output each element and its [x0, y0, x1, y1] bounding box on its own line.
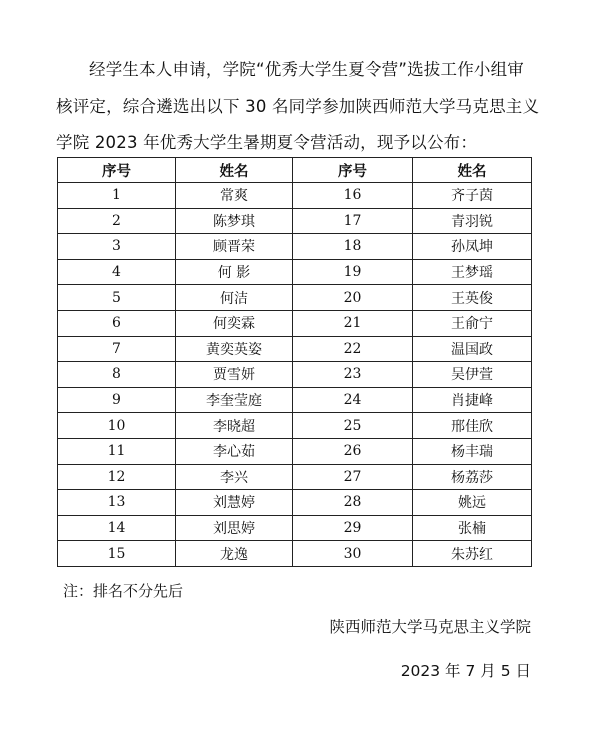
- index-right-cell: 25: [293, 413, 413, 439]
- name-right-cell: 齐子茵: [413, 183, 532, 209]
- index-right-cell: 19: [293, 259, 413, 285]
- note: 注：排名不分先后: [63, 582, 184, 600]
- index-left-cell: 10: [58, 413, 176, 439]
- index-left-cell: 5: [58, 285, 176, 311]
- table-row: [58, 413, 532, 439]
- issuing-organization: 陕西师范大学马克思主义学院: [329, 618, 531, 636]
- intro-line-2: 核评定，综合遴选出以下 30 名同学参加陕西师范大学马克思主义: [56, 97, 540, 116]
- index-left-cell: 9: [58, 387, 176, 413]
- index-left-cell: 3: [58, 234, 176, 260]
- header-name-right: 姓名: [413, 158, 532, 183]
- name-left-cell: 何 影: [176, 259, 293, 285]
- table-row: [58, 183, 532, 209]
- index-left-cell: 6: [58, 310, 176, 336]
- index-right-cell: 27: [293, 464, 413, 490]
- name-left-cell: 刘慧婷: [176, 490, 293, 516]
- table-header-row: [58, 158, 532, 183]
- index-left-cell: 15: [58, 541, 176, 567]
- table-row: [58, 541, 532, 567]
- table-row: [58, 234, 532, 260]
- name-left-cell: 李奎莹庭: [176, 387, 293, 413]
- header-index-right: 序号: [293, 158, 413, 183]
- table-row: [58, 438, 532, 464]
- index-right-cell: 26: [293, 438, 413, 464]
- index-right-cell: 21: [293, 310, 413, 336]
- name-left-cell: 陈梦琪: [176, 208, 293, 234]
- name-left-cell: 龙逸: [176, 541, 293, 567]
- index-right-cell: 20: [293, 285, 413, 311]
- name-left-cell: 李晓超: [176, 413, 293, 439]
- name-left-cell: 常爽: [176, 183, 293, 209]
- index-right-cell: 28: [293, 490, 413, 516]
- intro-line-3: 学院 2023 年优秀大学生暑期夏令营活动，现予以公布：: [56, 133, 478, 152]
- name-right-cell: 张楠: [413, 515, 532, 541]
- table-row: [58, 285, 532, 311]
- index-right-cell: 18: [293, 234, 413, 260]
- header-name-left: 姓名: [176, 158, 293, 183]
- index-right-cell: 17: [293, 208, 413, 234]
- name-left-cell: 顾晋荣: [176, 234, 293, 260]
- intro-line-1: [56, 51, 546, 88]
- index-right-cell: 29: [293, 515, 413, 541]
- name-right-cell: 王俞宁: [413, 310, 532, 336]
- table-row: [58, 387, 532, 413]
- name-left-cell: 李心茹: [176, 438, 293, 464]
- issue-date: 2023 年 7 月 5 日: [400, 662, 531, 680]
- index-left-cell: 4: [58, 259, 176, 285]
- index-right-cell: 23: [293, 362, 413, 388]
- index-left-cell: 14: [58, 515, 176, 541]
- name-left-cell: 贾雪妍: [176, 362, 293, 388]
- index-right-cell: 30: [293, 541, 413, 567]
- name-left-cell: 黄奕英姿: [176, 336, 293, 362]
- index-right-cell: 24: [293, 387, 413, 413]
- index-left-cell: 1: [58, 183, 176, 209]
- header-index-left: 序号: [58, 158, 176, 183]
- name-right-cell: 朱苏红: [413, 541, 532, 567]
- table-row: [58, 336, 532, 362]
- table-row: [58, 490, 532, 516]
- name-right-cell: 王梦瑶: [413, 259, 532, 285]
- index-right-cell: 22: [293, 336, 413, 362]
- name-right-cell: 邢佳欣: [413, 413, 532, 439]
- name-right-cell: 吴伊萱: [413, 362, 532, 388]
- name-right-cell: 温国政: [413, 336, 532, 362]
- table-row: [58, 310, 532, 336]
- student-list-table: [57, 157, 532, 567]
- name-right-cell: 青羽锐: [413, 208, 532, 234]
- name-left-cell: 李兴: [176, 464, 293, 490]
- index-left-cell: 11: [58, 438, 176, 464]
- index-left-cell: 8: [58, 362, 176, 388]
- name-right-cell: 姚远: [413, 490, 532, 516]
- index-left-cell: 13: [58, 490, 176, 516]
- intro-line-1-text: 经学生本人申请，学院“优秀大学生夏令营”选拔工作小组审: [89, 60, 524, 79]
- name-right-cell: 杨荔莎: [413, 464, 532, 490]
- index-left-cell: 12: [58, 464, 176, 490]
- table-row: [58, 464, 532, 490]
- table-row: [58, 515, 532, 541]
- name-left-cell: 何洁: [176, 285, 293, 311]
- name-right-cell: 孙凤坤: [413, 234, 532, 260]
- table-row: [58, 362, 532, 388]
- name-left-cell: 刘思婷: [176, 515, 293, 541]
- name-right-cell: 杨丰瑞: [413, 438, 532, 464]
- table-row: [58, 208, 532, 234]
- name-right-cell: 王英俊: [413, 285, 532, 311]
- name-left-cell: 何奕霖: [176, 310, 293, 336]
- index-right-cell: 16: [293, 183, 413, 209]
- index-left-cell: 7: [58, 336, 176, 362]
- name-right-cell: 肖捷峰: [413, 387, 532, 413]
- index-left-cell: 2: [58, 208, 176, 234]
- table-row: [58, 259, 532, 285]
